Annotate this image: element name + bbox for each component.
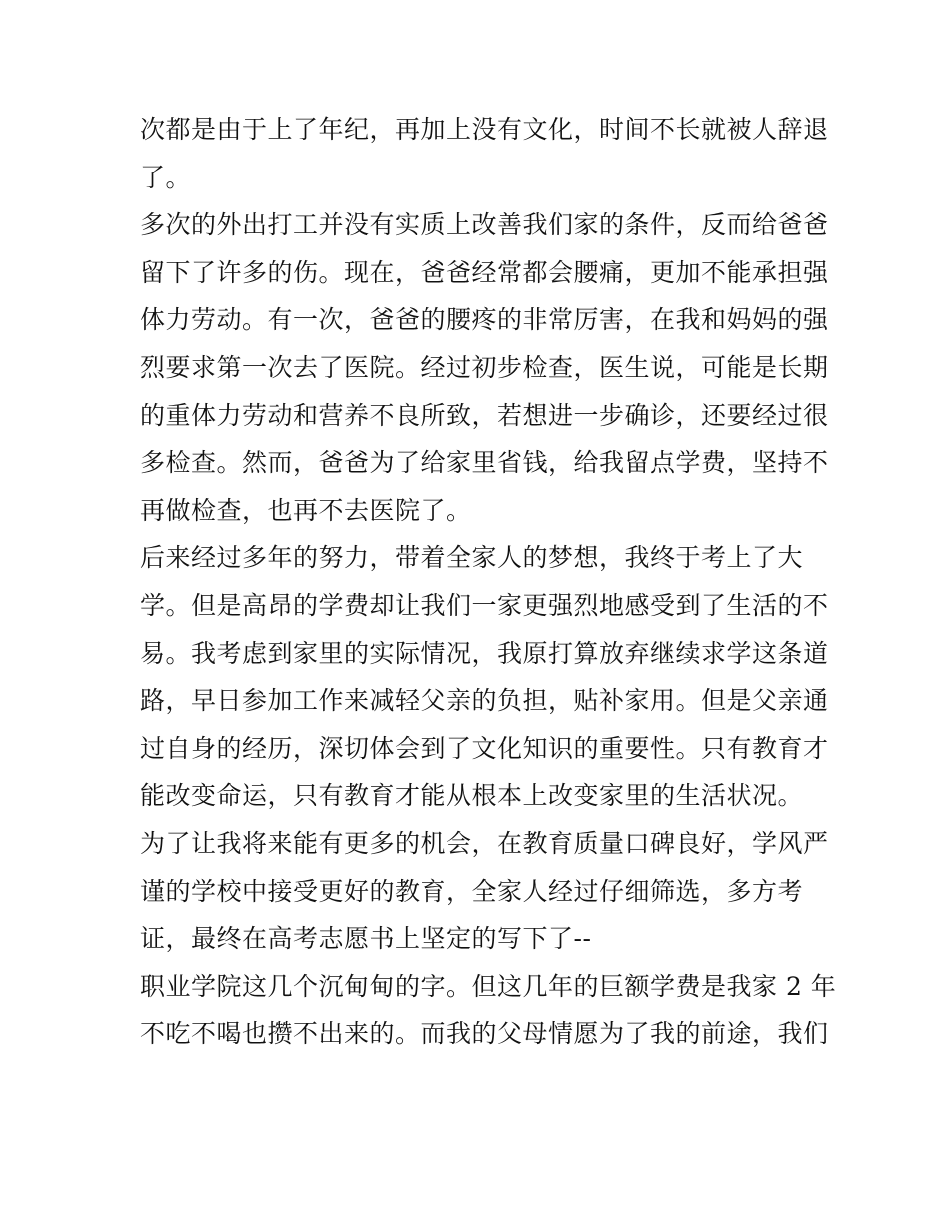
text-line: 了。 [140,162,192,192]
text-line: 次都是由于上了年纪，再加上没有文化，时间不长就被人辞退 [140,115,829,144]
text-line: 再做检查，也再不去医院了。 [140,495,472,525]
text-line: 多检查。然而，爸爸为了给家里省钱，给我留点学费，坚持不 [140,448,829,478]
text-line: 留下了许多的伤。现在，爸爸经常都会腰痛，更加不能承担强 [140,257,829,287]
text-line: 谨的学校中接受更好的教育，全家人经过仔细筛选，多方考 [140,876,804,906]
text-line: 路，早日参加工作来减轻父亲的负担，贴补家用。但是父亲通 [140,686,829,716]
text-line: 证，最终在高考志愿书上坚定的写下了-- [140,924,592,954]
text-line: 后来经过多年的努力，带着全家人的梦想，我终于考上了大 [140,543,804,573]
text-line: 烈要求第一次去了医院。经过初步检查，医生说，可能是长期 [140,352,829,382]
text-line: 为了让我将来能有更多的机会，在教育质量口碑良好，学风严 [140,828,829,858]
text-line: 不吃不喝也攒不出来的。而我的父母情愿为了我的前途，我们 [140,1019,829,1049]
text-line: 的重体力劳动和营养不良所致，若想进一步确诊，还要经过很 [140,400,829,430]
text-line: 体力劳动。有一次，爸爸的腰疼的非常厉害，在我和妈妈的强 [140,305,829,335]
text-line: 能改变命运，只有教育才能从根本上改变家里的生活状况。 [140,781,804,811]
text-line: 多次的外出打工并没有实质上改善我们家的条件，反而给爸爸 [140,210,829,240]
text-line: 学。但是高昂的学费却让我们一家更强烈地感受到了生活的不 [140,590,829,620]
text-line: 过自身的经历，深切体会到了文化知识的重要性。只有教育才 [140,733,829,763]
text-line: 易。我考虑到家里的实际情况，我原打算放弃继续求学这条道 [140,638,829,668]
text-line: 职业学院这几个沉甸甸的字。但这几年的巨额学费是我家 2 年 [140,971,837,1001]
document-body [140,106,837,1058]
